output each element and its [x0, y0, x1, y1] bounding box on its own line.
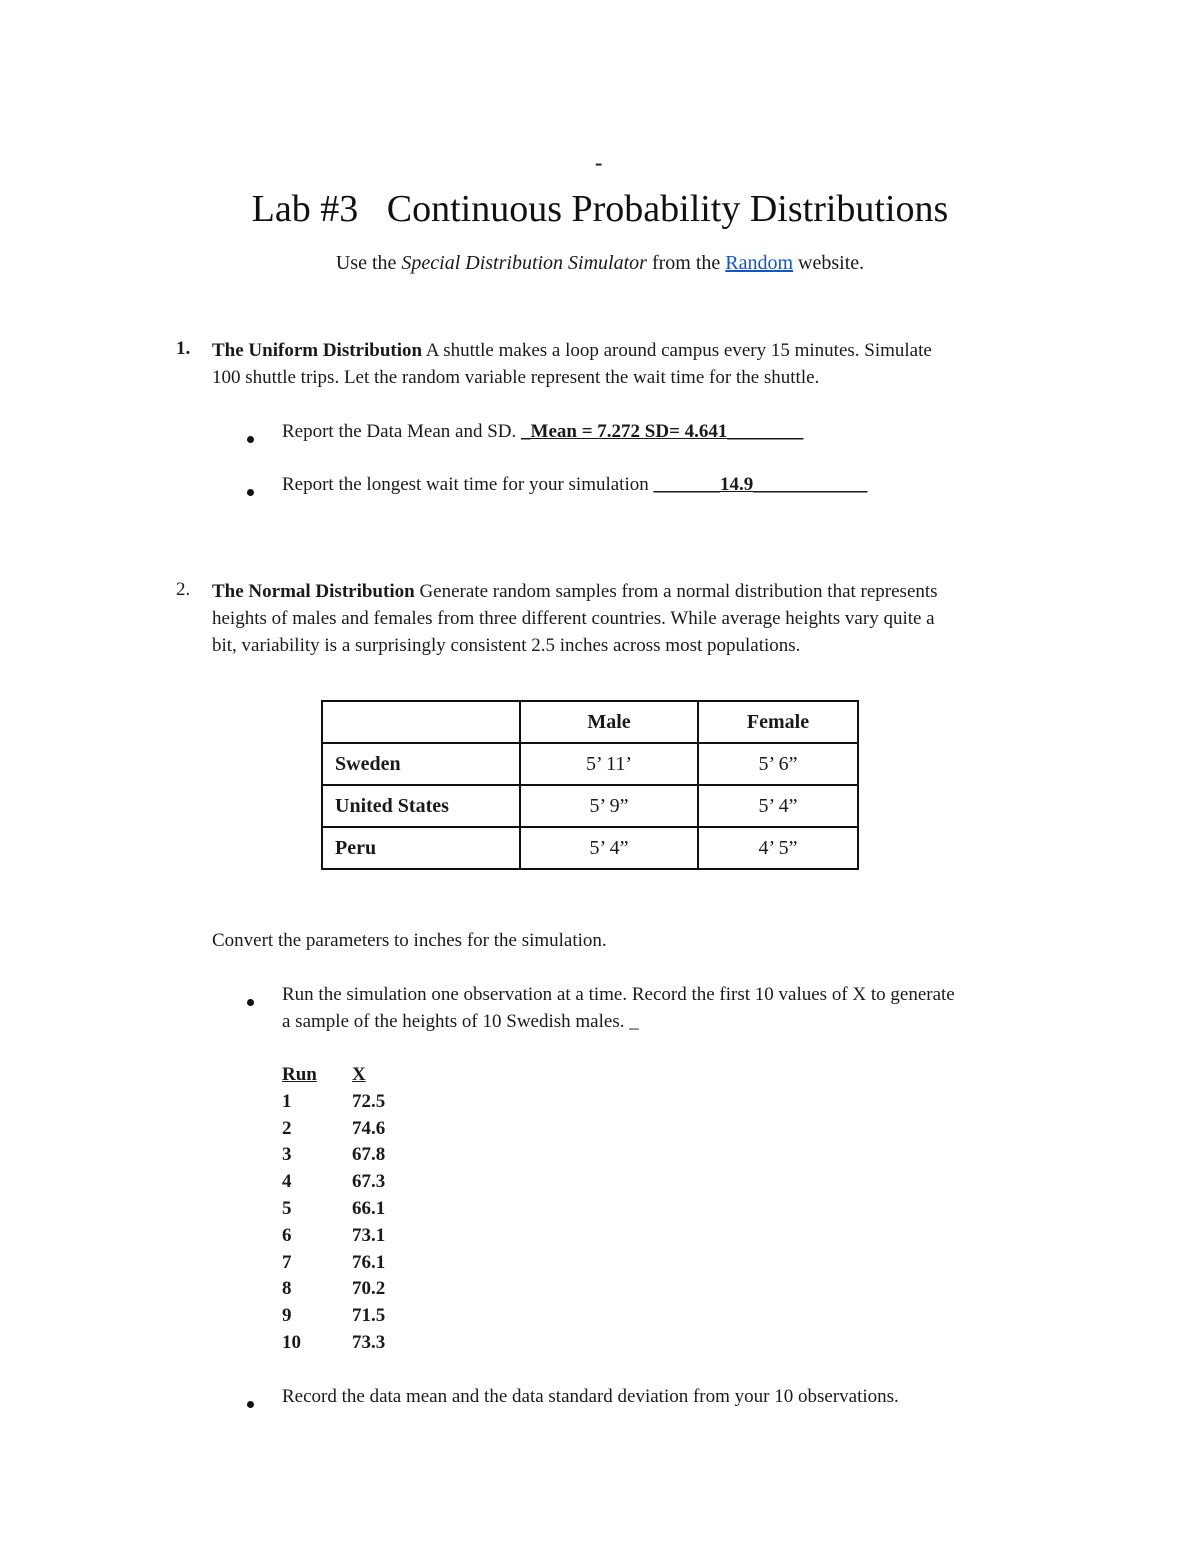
run-number: 10 [282, 1331, 301, 1353]
run-number: 2 [282, 1117, 292, 1139]
female-height-cell: 5’ 6” [698, 743, 858, 785]
run-number: 7 [282, 1251, 292, 1273]
table-header-male: Male [520, 701, 698, 743]
subtitle-tool-name: Special Distribution Simulator [401, 252, 647, 274]
q2-text-line2: heights of males and females from three different countries. While average heights vary quite a [212, 608, 935, 629]
run-value: 70.2 [352, 1278, 386, 1300]
q1-text [212, 337, 1112, 391]
runs-header-x: X [352, 1064, 366, 1085]
runs-header-run: Run [282, 1064, 317, 1085]
q2-text-line3: bit, variability is a surprisingly consistent 2.5 inches across most populations. [212, 635, 801, 656]
q1-heading: The Uniform Distribution [212, 340, 423, 361]
q1-bullet-2 [282, 471, 867, 498]
run-number: 4 [282, 1171, 292, 1193]
run-value: 67.8 [352, 1144, 386, 1166]
run-value: 66.1 [352, 1197, 386, 1219]
q2-bullet-2-marker [247, 1392, 254, 1414]
country-cell: Peru [322, 827, 520, 869]
heights-table [321, 700, 859, 870]
subtitle-suffix: website. [793, 252, 865, 274]
run-value: 72.5 [352, 1090, 386, 1112]
run-number: 6 [282, 1224, 292, 1246]
table-header-female: Female [698, 701, 858, 743]
subtitle-middle: from the [646, 252, 726, 274]
table-header-blank [322, 701, 520, 743]
run-value: 73.1 [352, 1224, 386, 1246]
q2-bullet-1-line1: Run the simulation one observation at a time. Record the first 10 values of X to generate [282, 984, 955, 1005]
q1-bullet-2-marker [247, 480, 254, 502]
run-number: 1 [282, 1090, 292, 1112]
q1-bullet-1-text: Report the Data Mean and SD. [282, 421, 522, 442]
table-row [322, 743, 858, 785]
subtitle [0, 252, 1200, 275]
q2-bullet-1-marker [247, 990, 254, 1012]
run-value: 74.6 [352, 1117, 386, 1139]
q2-text [212, 578, 1112, 659]
q2-number: 2. [176, 579, 191, 600]
q2-heading: The Normal Distribution [212, 581, 415, 602]
q1-bullet-1-answer: _Mean = 7.272 SD= 4.641________ [521, 421, 804, 442]
run-number: 5 [282, 1197, 292, 1219]
q1-bullet-2-answer: _______14.9____________ [653, 474, 868, 495]
table-row [322, 827, 858, 869]
q2-bullet-2: Record the data mean and the data standard deviation from your 10 observations. [282, 1386, 899, 1407]
header-dash: - [595, 150, 603, 175]
run-number: 9 [282, 1305, 292, 1327]
q1-text-line1: A shuttle makes a loop around campus every 15 minutes. Simulate [422, 340, 932, 361]
run-number: 3 [282, 1144, 292, 1166]
q1-text-line2: 100 shuttle trips. Let the random variable represent the wait time for the shuttle. [212, 367, 820, 388]
q2-bullet-1-line2: a sample of the heights of 10 Swedish males. _ [282, 1011, 639, 1032]
male-height-cell: 5’ 9” [520, 785, 698, 827]
female-height-cell: 5’ 4” [698, 785, 858, 827]
random-link[interactable]: Random [725, 252, 794, 274]
run-value: 67.3 [352, 1171, 386, 1193]
q2-text-line1: Generate random samples from a normal distribution that represents [414, 581, 938, 602]
country-cell: Sweden [322, 743, 520, 785]
male-height-cell: 5’ 11’ [520, 743, 698, 785]
run-value: 71.5 [352, 1305, 386, 1327]
q1-bullet-1-marker [247, 427, 254, 449]
run-value: 76.1 [352, 1251, 386, 1273]
table-header-row [322, 701, 858, 743]
male-height-cell: 5’ 4” [520, 827, 698, 869]
q1-bullet-1 [282, 418, 803, 445]
q1-number: 1. [176, 338, 191, 359]
subtitle-prefix: Use the [335, 252, 402, 274]
page-title: Lab #3 Continuous Probability Distributions [251, 188, 949, 230]
female-height-cell: 4’ 5” [698, 827, 858, 869]
convert-instruction: Convert the parameters to inches for the simulation. [212, 930, 607, 951]
table-row [322, 785, 858, 827]
q2-bullet-1 [282, 981, 1102, 1035]
country-cell: United States [322, 785, 520, 827]
run-value: 73.3 [352, 1331, 386, 1353]
run-number: 8 [282, 1278, 292, 1300]
q1-bullet-2-text: Report the longest wait time for your simulation [282, 474, 654, 495]
